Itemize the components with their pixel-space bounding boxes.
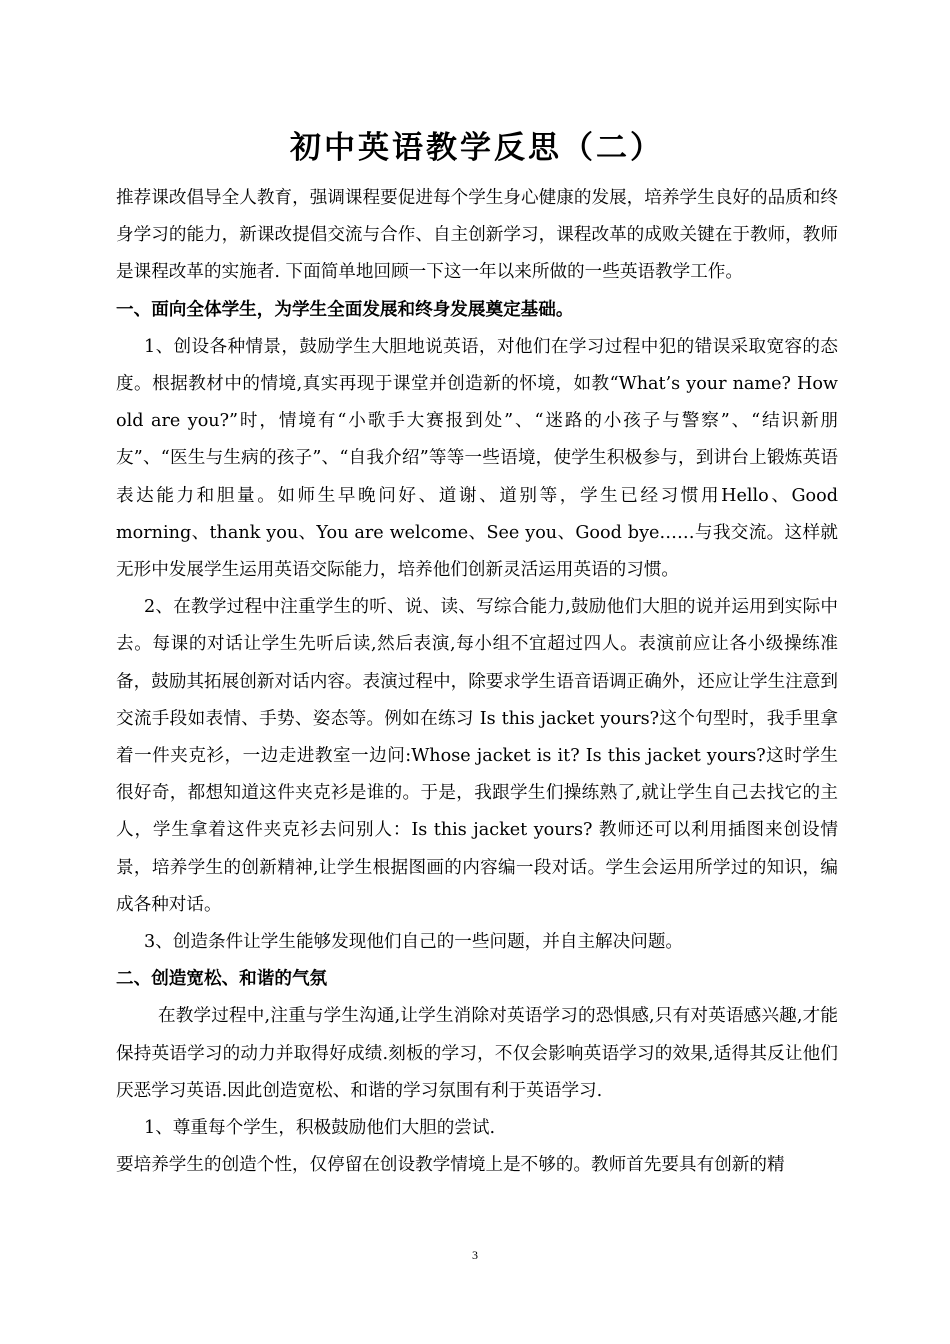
section-2-heading: 二、创造宽松、和谐的气氛 [116, 969, 328, 990]
section-1-paragraph-1: 1、创设各种情景，鼓励学生大胆地说英语，对他们在学习过程中犯的错误采取宽容的态度。根据教材中的情境,真实再现于课堂并创造新的怀境，如教“What’s your name? How old are you?”时，情境有“小歌手大赛报到处”、“迷路的小孩子与警察”、“结识新朋友”、“医生与生病的孩子”、“自我介绍”等等一些语境，使学生积极参与，到讲台上锻炼英语表达能力和胆量。如师生早晚问好、道谢、道别等，学生已经习惯用Hello、Good morning、thank you、You are welcome、See you、Good bye……与我交流。这样就无形中发展学生运用英语交际能力，培养他们创新灵活运用英语的习惯。 [116, 336, 838, 581]
section-1-paragraph-3: 3、创造条件让学生能够发现他们自己的一些问题，并自主解决问题。 [144, 932, 684, 953]
page-number: 3 [472, 1248, 478, 1262]
intro-paragraph: 推荐课改倡导全人教育，强调课程要促进每个学生身心健康的发展，培养学生良好的品质和终身学习的能力，新课改提倡交流与合作、自主创新学习，课程改革的成败关键在于教师，教师是课程改革的实施者. 下面简单地回顾一下这一年以来所做的一些英语教学工作。 [116, 188, 838, 283]
document-title: 初中英语教学反思（二） [290, 130, 664, 166]
section-2-paragraph-1: 在教学过程中,注重与学生沟通,让学生消除对英语学习的恐惧感,只有对英语感兴趣,才能保持英语学习的动力并取得好成绩.刻板的学习，不仅会影响英语学习的效果,适得其反让他们厌恶学习英语.因此创造宽松、和谐的学习氛围有利于英语学习. [116, 1006, 838, 1101]
section-1-paragraph-2: 2、在教学过程中注重学生的听、说、读、写综合能力,鼓励他们大胆的说并运用到实际中去。每课的对话让学生先听后读,然后表演,每小组不宜超过四人。表演前应让各小级操练准备，鼓励其拓展创新对话内容。表演过程中，除要求学生语音语调正确外，还应让学生注意到交流手段如表情、手势、姿态等。例如在练习 Is this jacket yours?这个句型时，我手里拿着一件夹克衫，一边走进教室一边问:Whose jacket is it? Is this jacket yours?这时学生很好奇，都想知道这件夹克衫是谁的。于是，我跟学生们操练熟了,就让学生自己去找它的主人，学生拿着这件夹克衫去问别人：Is this jacket yours? 教师还可以利用插图来创设情景，培养学生的创新精神,让学生根据图画的内容编一段对话。学生会运用所学过的知识，编成各种对话。 [116, 597, 838, 915]
section-2-paragraph-3: 要培养学生的创造个性，仅停留在创设教学情境上是不够的。教师首先要具有创新的精 [116, 1155, 785, 1176]
document-body [116, 180, 838, 1184]
section-1-heading: 一、面向全体学生，为学生全面发展和终身发展奠定基础。 [116, 299, 574, 320]
section-2-paragraph-2: 1、尊重每个学生，积极鼓励他们大胆的尝试. [144, 1118, 496, 1139]
